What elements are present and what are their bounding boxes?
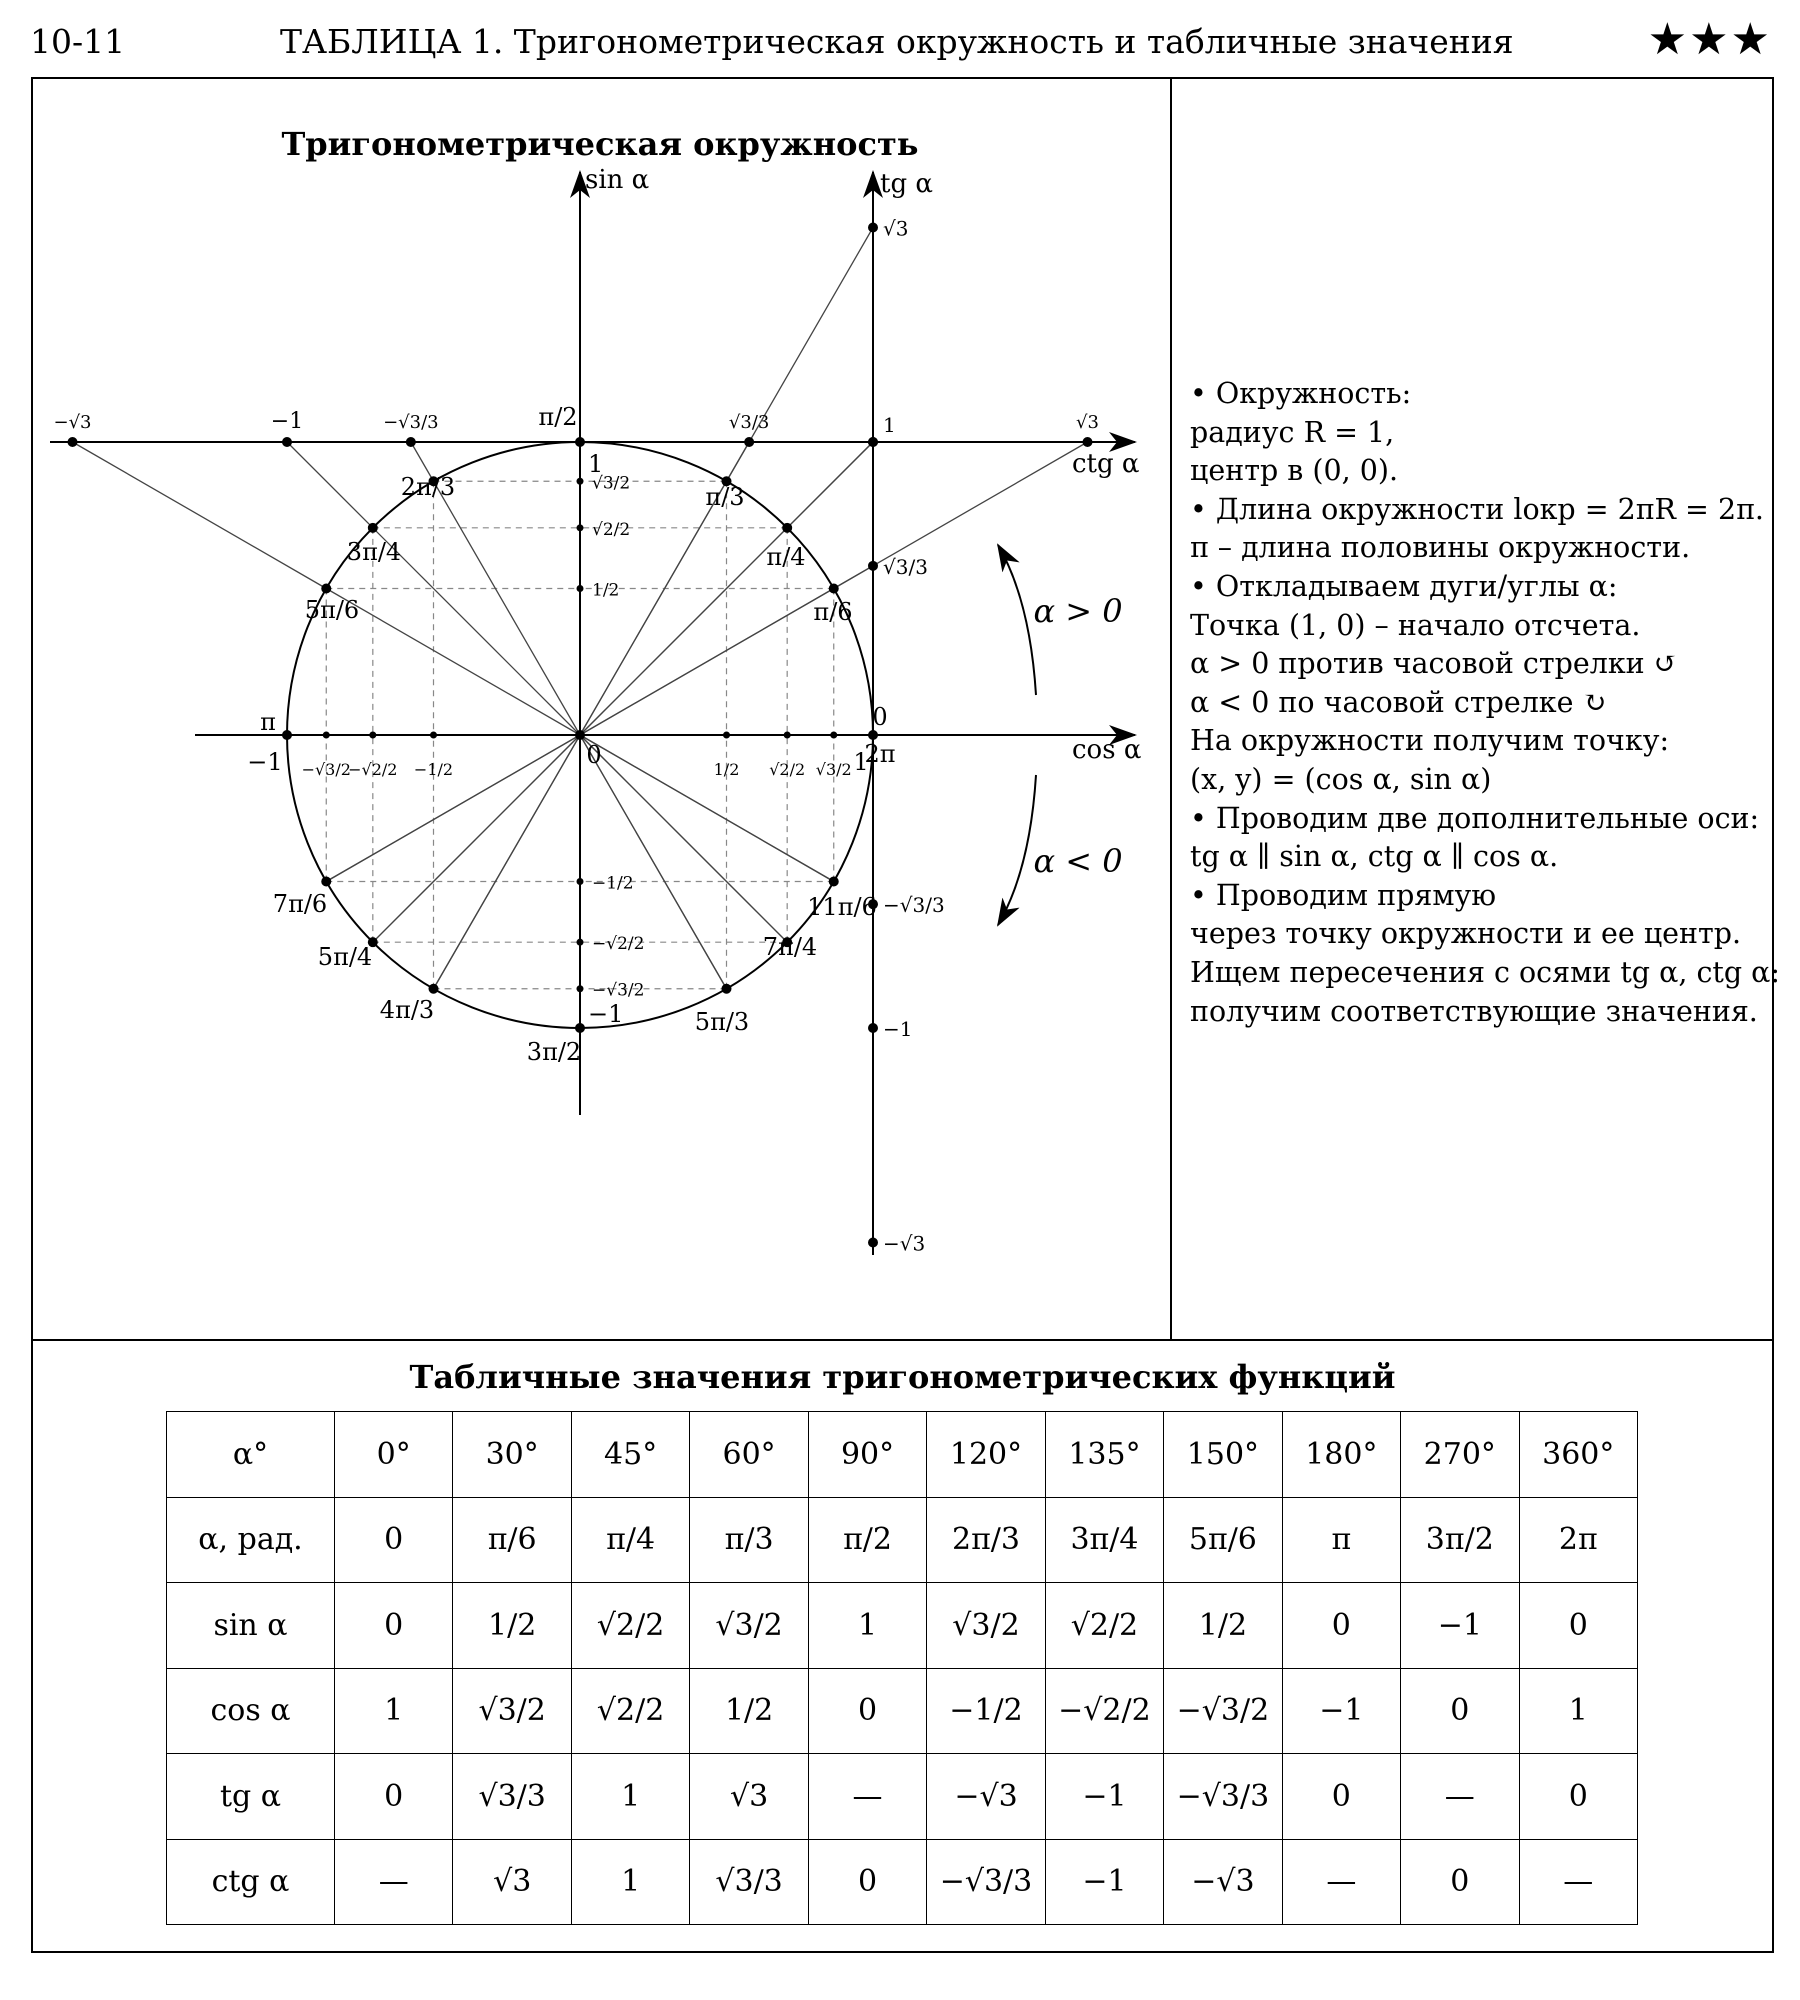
diagram-title: Тригонометрическая окружность <box>281 125 919 163</box>
table-cell: 0 <box>808 1668 926 1754</box>
table-cell: −√3/3 <box>927 1839 1045 1925</box>
table-cell: 120° <box>927 1412 1045 1498</box>
note-line: • Проводим две дополнительные оси: <box>1190 801 1760 835</box>
cos-tick-dot <box>830 732 837 739</box>
note-line: Ищем пересечения с осями tg α, ctg α: <box>1190 955 1781 989</box>
table-cell: 0 <box>1282 1583 1400 1669</box>
table-cell: −√3/3 <box>1164 1754 1282 1840</box>
sin-tick-label: 1/2 <box>592 580 620 601</box>
radius-line <box>326 589 580 736</box>
table-cell: — <box>1519 1839 1637 1925</box>
cos-tick-label: 1/2 <box>713 760 740 779</box>
axis-label-ctg: ctg α <box>1072 449 1140 479</box>
row-header-cell: α° <box>167 1412 335 1498</box>
angle-label: π/2 <box>538 403 578 431</box>
ctg-tick-label: −√3/3 <box>383 412 439 433</box>
table-cell: π/3 <box>690 1497 808 1583</box>
tg-tick-label: √3 <box>883 216 909 241</box>
table-cell: −1 <box>1401 1583 1519 1669</box>
values-table <box>166 1411 1638 1925</box>
circle-point <box>782 523 792 533</box>
direction-positive-label: α > 0 <box>1033 592 1123 630</box>
row-header-cell: sin α <box>167 1583 335 1669</box>
table-cell: 135° <box>1045 1412 1163 1498</box>
table-cell: −√2/2 <box>1045 1668 1163 1754</box>
table-cell: √3/3 <box>690 1839 808 1925</box>
tg-tick-dot <box>868 1237 878 1247</box>
table-cell: 0 <box>335 1583 453 1669</box>
row-header-cell: ctg α <box>167 1839 335 1925</box>
notes-panel <box>1190 375 1781 1031</box>
tg-tick-label: √3/3 <box>883 554 928 579</box>
ctg-tick-dot <box>406 437 416 447</box>
angle-label: 2π <box>864 740 896 768</box>
table-cell: 1 <box>571 1839 689 1925</box>
ctg-tick-label: −√3 <box>53 412 92 433</box>
table-cell: −1 <box>1282 1668 1400 1754</box>
angle-label: 5π/6 <box>304 596 360 624</box>
angle-label: π/4 <box>766 543 806 571</box>
ctg-tick-label: √3/3 <box>728 412 770 433</box>
table-cell: √3 <box>453 1839 571 1925</box>
table-title: Табличные значения тригонометрических функций <box>409 1358 1396 1396</box>
horizontal-divider <box>31 1339 1774 1341</box>
circle-point <box>429 984 439 994</box>
note-line: • Откладываем дуги/углы α: <box>1190 569 1618 603</box>
table-row <box>167 1583 1638 1669</box>
note-line: На окружности получим точку: <box>1190 724 1670 758</box>
sin-tick-label: −1/2 <box>592 873 634 894</box>
angle-label: 0 <box>872 703 888 731</box>
negative-direction-arrow <box>998 775 1036 925</box>
table-cell: 0° <box>335 1412 453 1498</box>
table-cell: √3/2 <box>927 1583 1045 1669</box>
angle-label: 3π/2 <box>526 1038 582 1066</box>
sin-tick-label: 1 <box>588 450 604 478</box>
radius-line <box>580 735 834 882</box>
table-cell: √3 <box>690 1754 808 1840</box>
angle-label: π/3 <box>705 483 745 511</box>
table-cell: 1 <box>808 1583 926 1669</box>
cos-tick-label: −1 <box>247 748 283 776</box>
cos-tick-dot <box>430 732 437 739</box>
secant-line <box>373 442 873 942</box>
table-cell: 1 <box>335 1668 453 1754</box>
table-cell: 150° <box>1164 1412 1282 1498</box>
cos-tick-label: 0 <box>586 741 602 769</box>
table-cell: √3/2 <box>453 1668 571 1754</box>
sin-tick-dot <box>577 878 584 885</box>
axis-label-sin: sin α <box>585 165 650 195</box>
table-cell: π/2 <box>808 1497 926 1583</box>
page-title: ТАБЛИЦА 1. Тригонометрическая окружность и табличные значения <box>280 22 1514 61</box>
table-cell: — <box>1401 1754 1519 1840</box>
table-cell: −1/2 <box>927 1668 1045 1754</box>
sin-tick-dot <box>577 939 584 946</box>
center-point <box>575 730 585 740</box>
tangent-line <box>287 442 373 528</box>
row-header-cell: tg α <box>167 1754 335 1840</box>
note-line: • Длина окружности lокр = 2πR = 2π. <box>1190 492 1764 526</box>
note-line: • Проводим прямую <box>1190 878 1497 912</box>
table-cell: 0 <box>335 1754 453 1840</box>
table-cell: π/6 <box>453 1497 571 1583</box>
table-cell: −1 <box>1045 1754 1163 1840</box>
radius-line <box>373 528 580 735</box>
table-cell: 3π/4 <box>1045 1497 1163 1583</box>
radius-line <box>580 735 787 942</box>
cos-tick-label: √2/2 <box>769 760 806 779</box>
sin-tick-label: −√3/2 <box>592 980 645 1001</box>
table-cell: 45° <box>571 1412 689 1498</box>
difficulty-stars: ★★★ <box>1647 14 1772 65</box>
angle-label: 5π/3 <box>694 1008 750 1036</box>
note-line: (x, y) = (cos α, sin α) <box>1190 762 1492 796</box>
angle-label: 7π/6 <box>272 890 328 918</box>
angle-label: π/6 <box>813 598 853 626</box>
table-cell: 2π/3 <box>927 1497 1045 1583</box>
table-row <box>167 1839 1638 1925</box>
sin-tick-label: −√2/2 <box>592 934 645 955</box>
table-row <box>167 1668 1638 1754</box>
angle-label: 2π/3 <box>400 473 456 501</box>
ctg-tick-dot <box>744 437 754 447</box>
tg-tick-dot <box>868 561 878 571</box>
circle-point <box>575 437 585 447</box>
ctg-tick-dot <box>1082 437 1092 447</box>
angle-label: 3π/4 <box>346 538 402 566</box>
table-cell: — <box>808 1754 926 1840</box>
trig-circle-diagram <box>0 0 1170 1330</box>
page-number: 10-11 <box>30 22 126 61</box>
tg-tick-label: −√3/3 <box>883 893 945 918</box>
note-line: π – длина половины окружности. <box>1190 531 1691 565</box>
note-line: Точка (1, 0) – начало отсчета. <box>1190 608 1641 642</box>
vertical-divider <box>1170 77 1172 1340</box>
note-line: через точку окружности и ее центр. <box>1190 917 1742 951</box>
axis-label-cos: cos α <box>1072 735 1142 765</box>
table-cell: √3/3 <box>453 1754 571 1840</box>
note-line: tg α ∥ sin α, ctg α ∥ cos α. <box>1190 840 1559 874</box>
circle-point <box>575 1023 585 1033</box>
table-cell: — <box>335 1839 453 1925</box>
table-cell: √2/2 <box>571 1668 689 1754</box>
angle-label: 7π/4 <box>762 933 818 961</box>
ctg-tick-label: −1 <box>270 409 304 434</box>
table-cell: √2/2 <box>1045 1583 1163 1669</box>
table-cell: −1 <box>1045 1839 1163 1925</box>
sin-tick-label: √2/2 <box>592 519 631 540</box>
angle-label: 5π/4 <box>317 943 373 971</box>
table-cell: 1/2 <box>1164 1583 1282 1669</box>
radius-line <box>434 481 581 735</box>
note-line: • Окружность: <box>1190 377 1412 410</box>
table-cell: 0 <box>1519 1583 1637 1669</box>
table-cell: π <box>1282 1497 1400 1583</box>
table-cell: 360° <box>1519 1412 1637 1498</box>
table-cell: 0 <box>808 1839 926 1925</box>
note-line: центр в (0, 0). <box>1190 454 1399 488</box>
tg-tick-dot <box>868 1023 878 1033</box>
note-line: радиус R = 1, <box>1190 415 1395 449</box>
cos-tick-dot <box>723 732 730 739</box>
sin-tick-dot <box>577 524 584 531</box>
note-line: получим соответствующие значения. <box>1190 994 1758 1028</box>
table-row <box>167 1412 1638 1498</box>
cos-tick-dot <box>784 732 791 739</box>
sin-tick-dot <box>577 478 584 485</box>
row-header-cell: cos α <box>167 1668 335 1754</box>
circle-point <box>829 584 839 594</box>
table-cell: 0 <box>335 1497 453 1583</box>
tg-tick-label: −1 <box>883 1017 913 1041</box>
cos-tick-label: −√2/2 <box>348 760 398 779</box>
table-cell: 60° <box>690 1412 808 1498</box>
circle-point <box>368 523 378 533</box>
angle-label: 4π/3 <box>379 996 435 1024</box>
angle-label: π <box>260 708 276 736</box>
note-line: α < 0 по часовой стрелке ↻ <box>1190 685 1607 719</box>
cos-tick-dot <box>369 732 376 739</box>
table-cell: π/4 <box>571 1497 689 1583</box>
sin-tick-dot <box>577 985 584 992</box>
direction-negative-label: α < 0 <box>1033 842 1123 880</box>
tangent-line <box>73 442 327 589</box>
angle-label: 11π/6 <box>807 893 877 921</box>
row-header-cell: α, рад. <box>167 1497 335 1583</box>
ctg-tick-dot <box>868 437 878 447</box>
table-row <box>167 1497 1638 1583</box>
table-cell: −√3 <box>1164 1839 1282 1925</box>
circle-point <box>722 984 732 994</box>
table-cell: 1 <box>571 1754 689 1840</box>
table-cell: 1 <box>1519 1668 1637 1754</box>
table-cell: −√3/2 <box>1164 1668 1282 1754</box>
sin-tick-label: −1 <box>588 1000 624 1028</box>
tg-tick-label: 1 <box>883 413 896 437</box>
cos-tick-label: 1 <box>853 748 869 776</box>
positive-direction-arrow <box>998 545 1036 695</box>
table-cell: 5π/6 <box>1164 1497 1282 1583</box>
table-cell: — <box>1282 1839 1400 1925</box>
cos-tick-dot <box>323 732 330 739</box>
table-cell: √3/2 <box>690 1583 808 1669</box>
circle-point <box>829 877 839 887</box>
table-cell: 1/2 <box>690 1668 808 1754</box>
table-cell: 90° <box>808 1412 926 1498</box>
note-line: α > 0 против часовой стрелки ↺ <box>1190 647 1678 681</box>
table-cell: 0 <box>1519 1754 1637 1840</box>
circle-point <box>321 584 331 594</box>
table-cell: −√3 <box>927 1754 1045 1840</box>
circle-point <box>868 730 878 740</box>
table-cell: 0 <box>1282 1754 1400 1840</box>
table-cell: 180° <box>1282 1412 1400 1498</box>
table-cell: 30° <box>453 1412 571 1498</box>
table-cell: 1/2 <box>453 1583 571 1669</box>
sin-tick-dot <box>577 585 584 592</box>
cos-tick-label: −1/2 <box>413 760 454 779</box>
table-cell: 270° <box>1401 1412 1519 1498</box>
table-cell: 2π <box>1519 1497 1637 1583</box>
tg-tick-label: −√3 <box>883 1231 926 1256</box>
ctg-tick-dot <box>282 437 292 447</box>
ctg-tick-dot <box>68 437 78 447</box>
table-cell: √2/2 <box>571 1583 689 1669</box>
sin-tick-label: √3/2 <box>592 473 631 494</box>
table-row <box>167 1754 1638 1840</box>
axis-label-tg: tg α <box>880 169 933 199</box>
circle-point <box>282 730 292 740</box>
cos-tick-label: √3/2 <box>815 760 852 779</box>
table-cell: 0 <box>1401 1668 1519 1754</box>
table-cell: 0 <box>1401 1839 1519 1925</box>
cos-tick-label: −√3/2 <box>301 760 351 779</box>
circle-point <box>321 877 331 887</box>
table-cell: 3π/2 <box>1401 1497 1519 1583</box>
tg-tick-dot <box>868 223 878 233</box>
ctg-tick-label: √3 <box>1076 412 1099 433</box>
